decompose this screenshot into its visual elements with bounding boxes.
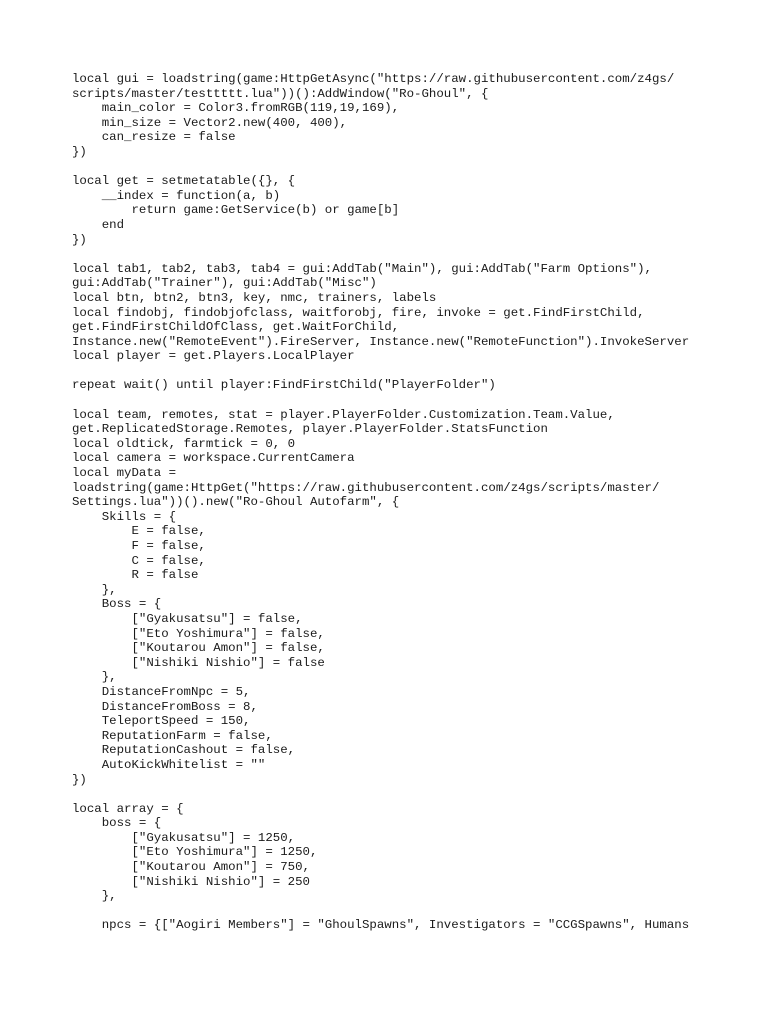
code-line xyxy=(72,364,712,379)
code-line: DistanceFromBoss = 8, xyxy=(72,699,258,714)
code-line: DistanceFromNpc = 5, xyxy=(72,684,251,699)
code-line: local oldtick, farmtick = 0, 0 xyxy=(72,436,296,451)
code-line: local findobj, findobjofclass, waitforobj, fire, invoke = get.FindFirstChild, xyxy=(72,305,645,320)
code-line: }, xyxy=(72,582,117,597)
code-line: local team, remotes, stat = player.PlayerFolder.Customization.Team.Value, xyxy=(72,407,615,422)
code-line: ReputationCashout = false, xyxy=(72,743,296,758)
code-line: local player = get.Players.LocalPlayer xyxy=(72,349,355,364)
code-line: return game:GetService(b) or game[b] xyxy=(72,203,400,218)
code-line: get.FindFirstChildOfClass, get.WaitForChild, xyxy=(72,320,400,335)
code-line: local camera = workspace.CurrentCamera xyxy=(72,451,355,466)
code-line: scripts/master/testtttt.lua"))():AddWindow("Ro-Ghoul", { xyxy=(72,86,489,101)
code-line: ["Koutarou Amon"] = 750, xyxy=(72,860,310,875)
code-line: R = false xyxy=(72,568,199,583)
code-line xyxy=(72,160,712,175)
code-line: gui:AddTab("Trainer"), gui:AddTab("Misc") xyxy=(72,276,377,291)
code-line: loadstring(game:HttpGet("https://raw.githubusercontent.com/z4gs/scripts/master/ xyxy=(72,480,660,495)
code-line xyxy=(72,247,712,262)
code-line: main_color = Color3.fromRGB(119,19,169), xyxy=(72,101,400,116)
code-line xyxy=(72,904,712,919)
document-page xyxy=(72,72,712,933)
code-line: ["Gyakusatsu"] = false, xyxy=(72,611,303,626)
code-line: }) xyxy=(72,232,87,247)
code-line: }) xyxy=(72,144,87,159)
code-line: }, xyxy=(72,889,117,904)
code-line: local tab1, tab2, tab3, tab4 = gui:AddTab("Main"), gui:AddTab("Farm Options"), xyxy=(72,261,652,276)
code-line: min_size = Vector2.new(400, 400), xyxy=(72,115,348,130)
code-line: local btn, btn2, btn3, key, nmc, trainers, labels xyxy=(72,290,437,305)
code-line: E = false, xyxy=(72,524,206,539)
code-line: get.ReplicatedStorage.Remotes, player.PlayerFolder.StatsFunction xyxy=(72,422,548,437)
code-line: npcs = {["Aogiri Members"] = "GhoulSpawns", Investigators = "CCGSpawns", Humans xyxy=(72,918,690,933)
code-line: local array = { xyxy=(72,801,184,816)
code-line: TeleportSpeed = 150, xyxy=(72,714,251,729)
code-line: }, xyxy=(72,670,117,685)
code-line: local get = setmetatable({}, { xyxy=(72,174,296,189)
code-line: F = false, xyxy=(72,539,206,553)
code-line: ["Nishiki Nishio"] = false xyxy=(72,655,325,670)
code-line: can_resize = false xyxy=(72,130,236,145)
code-line: ["Eto Yoshimura"] = false, xyxy=(72,626,325,641)
code-line: Boss = { xyxy=(72,597,162,612)
code-line: end xyxy=(72,217,125,232)
code-line: boss = { xyxy=(72,816,162,831)
code-line: Settings.lua"))().new("Ro-Ghoul Autofarm", { xyxy=(72,495,400,510)
code-line: AutoKickWhitelist = "" xyxy=(72,757,266,772)
code-line: repeat wait() until player:FindFirstChild("PlayerFolder") xyxy=(72,378,496,393)
code-line: local myData = xyxy=(72,466,177,481)
code-line: ReputationFarm = false, xyxy=(72,728,273,743)
code-line: ["Eto Yoshimura"] = 1250, xyxy=(72,845,318,860)
code-line: ["Gyakusatsu"] = 1250, xyxy=(72,830,296,845)
code-line: __index = function(a, b) xyxy=(72,188,281,203)
code-line: ["Koutarou Amon"] = false, xyxy=(72,641,325,656)
code-line: C = false, xyxy=(72,553,206,568)
code-line xyxy=(72,393,712,408)
code-line: }) xyxy=(72,772,87,787)
code-line: local gui = loadstring(game:HttpGetAsync("https://raw.githubusercontent.com/z4gs/ xyxy=(72,72,675,86)
code-line: Instance.new("RemoteEvent").FireServer, Instance.new("RemoteFunction").InvokeServer xyxy=(72,334,690,349)
code-line: ["Nishiki Nishio"] = 250 xyxy=(72,874,310,889)
code-line xyxy=(72,787,712,802)
code-line: Skills = { xyxy=(72,509,177,524)
